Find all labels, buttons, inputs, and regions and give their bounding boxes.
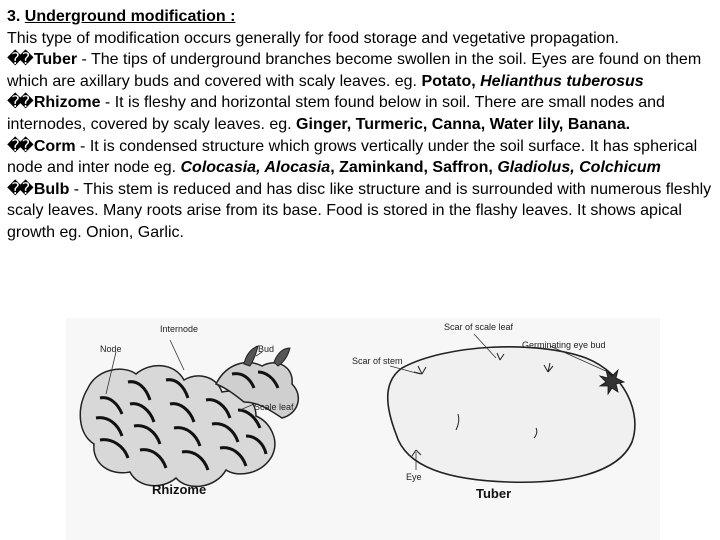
section-heading — [7, 6, 715, 28]
label-node: Node — [100, 344, 122, 354]
bulb-term: Bulb — [33, 180, 70, 198]
label-bud: Bud — [258, 344, 275, 354]
intro-paragraph: This type of modification occurs generally for food storage and vegetative propagation. — [7, 29, 619, 47]
label-internode: Internode — [160, 324, 199, 334]
bullet-glyph: �� — [7, 180, 28, 198]
bullet-glyph: �� — [7, 51, 28, 69]
heading-number: 3. — [7, 8, 21, 25]
corm-text: - It is condensed structure which grows vertically under the soil surface. It has spherical node and inter node eg. — [7, 137, 698, 177]
label-eye: Eye — [406, 472, 422, 482]
bulb-item — [7, 179, 715, 244]
tuber-text: - The tips of underground branches become swollen in the soil. Eyes are found on them which are axillary buds and covered with scaly leaves. eg. — [7, 51, 702, 90]
rhizome-example: Ginger, Turmeric, Canna, Water lily, Banana. — [296, 115, 631, 133]
corm-term: Corm — [33, 137, 76, 155]
tuber-example-bold: Potato, — [421, 72, 481, 90]
figure-panel — [66, 318, 660, 540]
tuber-term: Tuber — [33, 51, 78, 69]
tuber-item — [7, 49, 715, 92]
tuber-example-italic: Helianthus tuberosus — [480, 72, 644, 90]
label-scale-leaf: Scale leaf — [254, 402, 294, 412]
rhizome-item — [7, 92, 715, 135]
tuber-caption: Tuber — [476, 486, 512, 501]
bullet-glyph: �� — [7, 94, 28, 112]
rhizome-term: Rhizome — [33, 94, 101, 112]
bullet-glyph: �� — [7, 137, 28, 155]
corm-example-italic-1: Colocasia, Alocasia — [180, 159, 331, 177]
rhizome-caption: Rhizome — [152, 482, 207, 497]
bulb-text: - This stem is reduced and has disc like structure and is surrounded with numerous fleshly scaly leaves. Many roots arise from its base. Food is stored in the flashy leaves. It shows apical growth eg. Onion, Garlic. — [7, 180, 712, 241]
text-content — [7, 6, 715, 244]
corm-item — [7, 136, 715, 179]
label-germinating-eye-bud: Germinating eye bud — [522, 340, 606, 350]
corm-example-bold: , Zaminkand, Saffron, — [330, 159, 498, 177]
heading-title: Underground modification : — [24, 8, 236, 25]
figure-illustration — [66, 318, 660, 540]
rhizome-text: - It is fleshy and horizontal stem found below in soil. There are small nodes and internodes, covered by scaly leaves. eg. — [7, 94, 665, 133]
label-scar-scale-leaf: Scar of scale leaf — [444, 322, 514, 332]
corm-example-italic-2: Gladiolus, Colchicum — [497, 159, 661, 177]
label-scar-stem: Scar of stem — [352, 356, 403, 366]
